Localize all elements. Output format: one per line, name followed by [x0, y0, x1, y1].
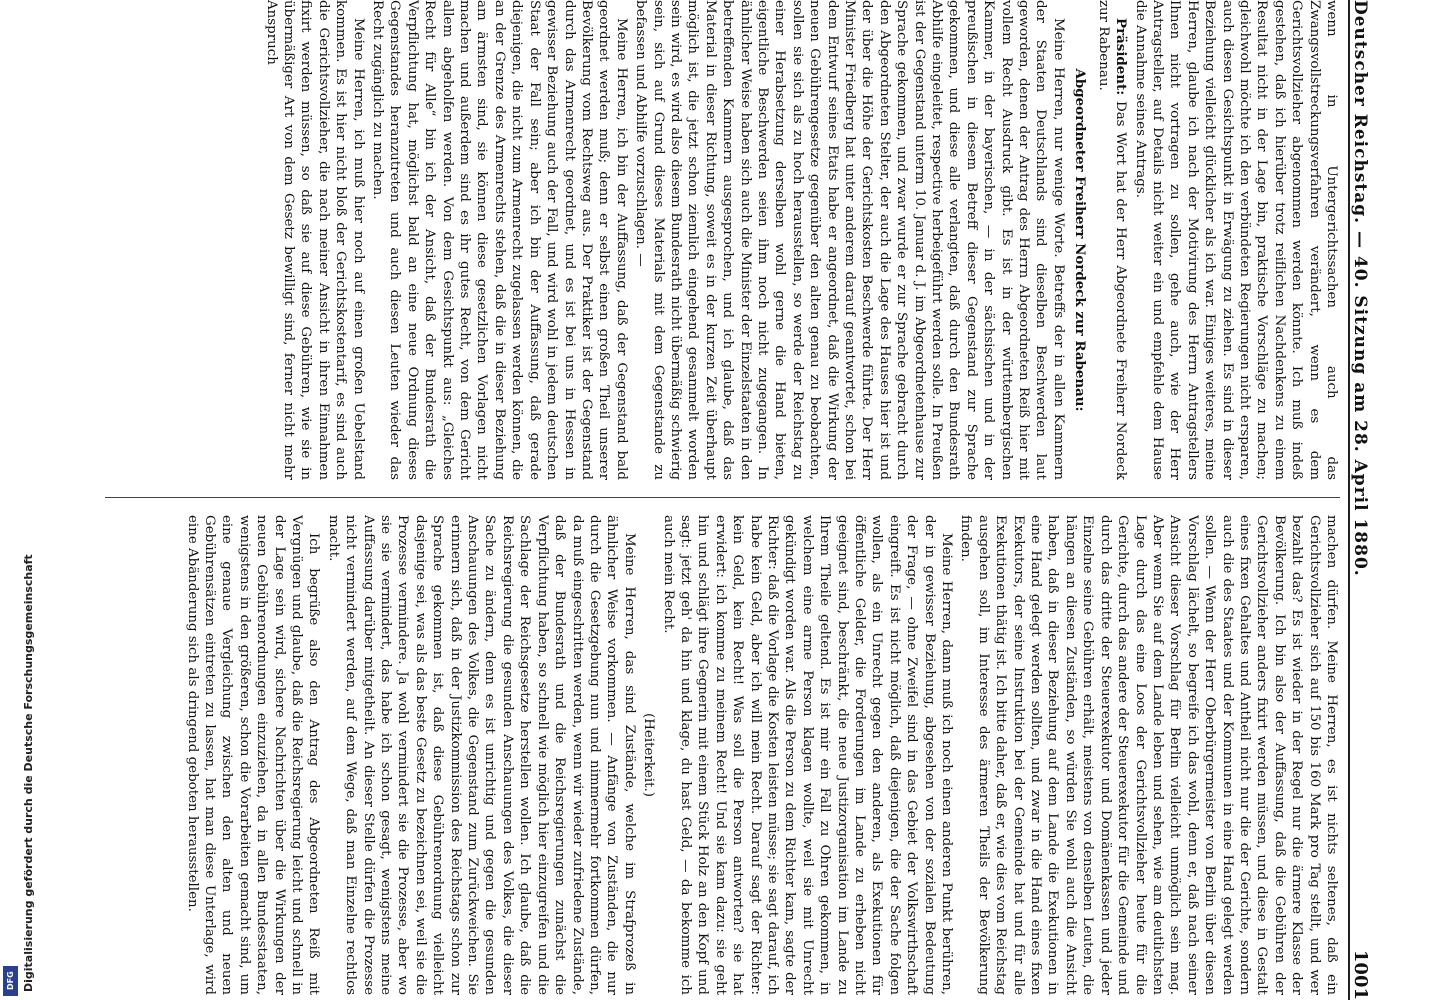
scanned-page: [100, 0, 1390, 1000]
paragraph: Meine Herren, nur wenige Worte. Betreffs der in allen Kammern der Staaten Deutschlands sind dieselben Beschwerden laut geworden, denen der Antrag des Herrn Abgeordneten Reiß hier mit vollem Recht Ausdruck gibt. Es ist in der württembergischen Kammer, in der bayerischen, — in der sächsischen und in der preußischen in diesem Betreff dieser Gegenstand zur Sprache gekommen, und diese alle verlangten, daß durch den Bundesrath Abhilfe eingeleitet, respective herbeigeführt werden solle. In Preußen ist der Gegenstand unterm 10. Januar d. J. im Abgeordnetenhause zur Sprache gekommen, und zwar wurde er zur Sprache gebracht durch den Abgeordneten Stelter, der auch die Lage des Hauses hier ist und der über die Höhe der Gerichtskosten Beschwerde führte. Der Herr Minister Friedberg hat unter anderem darauf geantwortet, schon bei dem Entwurf seines Etats habe er angeordnet, daß die Wirkung der neuen Gebührengesetze gegenüber den alten genau zu beobachten, sollen sie sich als zu hoch herausstellen, so werde der Reichstag zu einer Herabsetzung derselben wohl gerne die Hand bieten, eigentliche Beschwerden seien ihm noch nicht zugegangen. In ähnlicher Weise haben sich auch die Minister der Einzelstaaten in den betreffenden Kammern ausgesprochen, und ich glaube, daß das Material in dieser Richtung, soweit es in der kurzen Zeit überhaupt möglich ist, die jetzt schon ziemlich eingehend gesammelt worden sein wird, es wird also diesem Bundesrath nicht übermäßig schwierig sein, sich auf Grund dieses Materials mit dem Gegenstande zu befassen und Abhilfe vorzuschlagen. —: [633, 0, 1066, 480]
paragraph: Meine Herren, das sind Zustände, welche im Strafprozeß in ähnlicher Weise vorkommen. — Anfänge von Zuständen, die nur durch die Gesetzgebung nun und nimmermehr fortkommen dürfen, da muß eingeschritten werden, wenn wir wieder zufriedene Zustände, daß der Bundesrath und die Reichsregierungen zunächst die Verpflichtung haben, so schnell wie möglich hier einzugreifen und die Sachlage der Reichsgesetze herstellen wollen. Ich glaube, daß die Reichsregierung die gesunden Anschauungen des Volkes, die dieser Sache zu ändern, denn es ist unrichtig und gegen die gesunden Anschauungen des Volkes, die Gegenstand zum Zurückweichen. Sie erinnern sich, daß in der Justizkommission des Reichstags schon zur Sprache gekommen ist, daß diese Gebührenordnung vielleicht dasjenige sei, was als das beste Gesetz zu bezeichnen sei, weil sie die Prozesse vermindere. Ja wohl vermindert sie die Prozesse, aber wo sie sie vermindert, das habe ich schon gesagt, wenigstens meine Auffassung darüber mitgetheilt. An dieser Stelle dürfen die Prozesse nicht vermindert werden, auf dem Wege, daß man Einzelne rechtlos macht.: [325, 515, 637, 995]
paragraph: Meine Herren, ich bin der Auffassung, daß der Gegenstand bald geordnet werden muß; denn er selbst einen großen Theil unserer Bevölkerung vom Rechtsweg aus. Der Praktiker ist der Gegenstand durch das Armenrecht geordnet, und es ist bei uns in Hessen in gewisser Beziehung auch der Fall, und wird wohl in jedem deutschen Staat der Fall sein; aber ich bin der Auffassung, daß gerade diejenigen, die nicht zum Armenrecht zugelassen werden können, die an der Grenze des Armenrechts stehen, daß die in dieser Beziehung am ärmsten sind, sie können diese gesetzlichen Vorlagen nicht machen und außerdem sind es ihr gutes Recht, von dem Gericht allem abgeholfen werden. Von dem Gesichtspunkt aus: „Gleiches Recht für Alle“ bin ich der Ansicht, daß der Bundesrath die Verpflichtung hat, möglichst bald an eine neue Ordnung dieses Gegenstandes heranzutreten und auch diesen Leuten wieder das Recht zugänglich zu machen.: [370, 0, 629, 480]
paragraph: Ich begrüße also den Antrag des Abgeordneten Reiß mit Vergnügen und glaube, daß die Reichsregierung leicht und schnell in der Lage sein wird, sichere Nachrichten über die Wirkungen der neuen Gebührenordnungen einzuziehen, da in allen Bundesstaaten, wenigstens in den größeren, schon die Vorarbeiten gemacht sind, um eine genaue Vergleichung zwischen den alten und neuen Gebührensätzen eintreten zu lassen, hat man diese Unterlage, wird eine Abänderung sich als dringend geboten herausstellen.: [184, 515, 322, 995]
digitization-note: [2, 0, 35, 1000]
text-columns: [105, 0, 1340, 1000]
running-head: [1348, 0, 1390, 1000]
speaker-heading: [1071, 0, 1088, 480]
left-column: [105, 0, 1340, 480]
speaker-text: Das Wort hat der Herr Abgeordnete Freiherr Nordeck zur Rabenau.: [1095, 0, 1129, 480]
laughter-note: (Heiterkeit.): [641, 713, 657, 797]
column-divider: [105, 497, 1340, 498]
speaker-label: Präsident:: [1113, 18, 1130, 96]
paragraph: Meine Herren, ich muß hier noch auf einen großen Uebelstand kommen. Es ist hier nicht bloß der Gerichtskostentarif, es sind auch die Gerichtsvollzieher, die nach meiner Ansicht in ihren Einnahmen fixirt werden müssen, so daß sie auf diese Gebühren, wie sie in übermäßiger Art von dem Gesetz bewilligt sind, ferner nicht mehr Anspruch: [263, 0, 366, 480]
speaker-heading-text: Abgeordneter Freiherr Nordeck zur Rabenau:: [1072, 68, 1089, 412]
paragraph: machen dürfen. Meine Herren, es ist nichts seltenes, daß ein Gerichtsvollzieher sich auf 150 bis 160 Mark pro Tag stellt, und wer bezahlt das? Es ist wieder in der Regel nur die ärmere Klasse der Bevölkerung. Ich bin also der Auffassung, daß die Gebühren der Gerichtsvollzieher anders fixirt werden müssen, und diese in Gestalt eines fixen Gehaltes und Antheil nicht nur die der Gerichte, sondern auch die des Staates und der Kommunen in eine Hand gelegt werden sollen. — Wenn der Herr Oberbürgermeister von Berlin über diesen Vorschlag lächelt, so begreife ich das wohl, denn er, daß nach seiner Ansicht dieser Vorschlag für Berlin vielleicht unmöglich sein mag. Aber wenn Sie auf dem Lande leben und sehen, wie am deutlichsten Lage durch das eine Loos der Gerichtsvollzieher heute für die Gerichte, durch das andere der Steuerexekutor für die Gemeinde und durch das dritte der Steuerexekutor und Domänenkassen und jeder Einzelne seine Gebühren erhält, meistens von denselben Leuten, die hängen an diesen Zuständen, so würden Sie wohl auch die Ansicht haben, daß in dieser Beziehung auf dem Lande die Exekutionen in eine Hand gelegt werden sollten, und zwar in die Hand eines fixen Exekutors, der seine Instruktion bei der Gemeinde hat und für alle Exekutionen thätig ist. Ich bitte daher, daß er, wie dies vom Reichstag ausgehen soll, im Interesse des ärmeren Theils der Bevölkerung finden.: [958, 515, 1339, 995]
page-number: 1001: [1350, 949, 1371, 1000]
speaker-paragraph: [1094, 0, 1129, 480]
digitization-note-text: Digitalisierung gefördert durch die Deutsche Forschungsgemeinschaft: [22, 554, 35, 992]
page-header-title: Deutscher Reichstag. — 40. Sitzung am 28. April 1880.: [1350, 0, 1370, 577]
paragraph: Meine Herren, dann muß ich noch einen anderen Punkt berühren, der in gewisser Beziehung, abgesehen von der sozialen Bedeutung der Frage, — ohne Zweifel sind in das Gebiet der Volkswirthschaft eingreift. Es ist nicht möglich, daß diejenigen, die der Sache folgen wollen, als ein Unrecht gegen den anderen, als Exekutionen für öffentliche Gelder, die Forderungen im Lande zu erheben nicht geeignet sind, beschränkt, die neue Justizorganisation im Lande zu Ihrem Theile geltend. Es ist mir ein Fall zu Ohren gekommen, in welchem eine arme Person klagen wollte, weil sie mit Unrecht gekündigt worden war. Als die Person zu dem Richter kam, sagte der Richter: daß die Vorlage die Kosten leisten müsse; sie sagt darauf, ich habe kein Geld, aber ich will mein Recht. Darauf sagt der Richter: kein Geld, kein Recht! Was soll die Person antworten? sie hat erwidert: ich komme zu meinem Recht! Und sie kam dazu: sie geht hin und schlägt ihre Gegnerin mit einem Stück Holz an den Kopf und sagt: jetzt geh' da hin und klage, du hast Geld, — da bekomme ich auch mein Recht.: [660, 515, 955, 995]
paragraph: wenn in Untergerichtssachen auch das Zwangsvollstreckungsverfahren verändert, wenn es dem Gerichtsvollzieher abgenommen werden könnte. Ich muß indeß gestehen, daß ich hierüber trotz reiflichen Nachdenkens zu einem Resultat nicht in der Lage bin, praktische Vorschläge zu machen; gleichwohl möchte ich den verbündeten Regierungen nicht ersparen, auch diesen Gesichtspunkt in Erwägung zu ziehen. Es sind in dieser Beziehung vielleicht glücklicher als ich war. Einiges weiteres, meine Herren, glaube ich nach der Motivirung des Herrn Antragstellers Ihnen nicht vortragen zu sollen, gehe auch, wie der Herr Antragsteller, auf Details nicht weiter ein und empfehle dem Hause die Annahme seines Antrags.: [1132, 0, 1339, 480]
right-column: [105, 515, 1340, 995]
dfg-logo: DFG: [3, 966, 18, 996]
